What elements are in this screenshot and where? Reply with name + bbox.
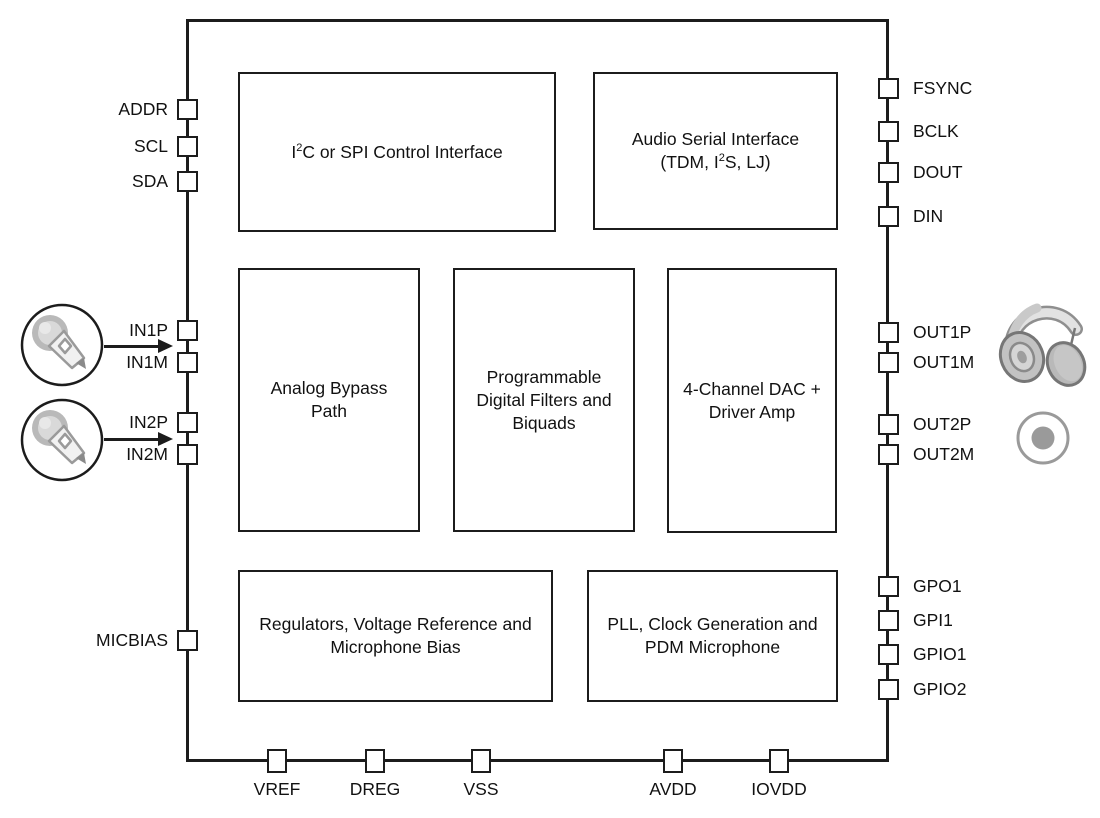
pin-in2m (177, 444, 198, 465)
pin-sda (177, 171, 198, 192)
pin-gpio1 (878, 644, 899, 665)
pin-label-fsync: FSYNC (913, 78, 973, 98)
pin-out2m (878, 444, 899, 465)
block-digital-filters (453, 268, 635, 532)
pin-vss (471, 749, 491, 773)
block-label: Microphone Bias (330, 637, 461, 657)
block-label: $I^2C$ or SPI Control Interface (291, 141, 503, 162)
pin-label-addr: ADDR (118, 99, 168, 119)
pin-label-dreg: DREG (349, 779, 401, 799)
block-label: Audio Serial Interface (631, 129, 800, 149)
pin-fsync (878, 78, 899, 99)
pin-micbias (177, 630, 198, 651)
block-label: Regulators, Voltage Reference and (259, 614, 532, 634)
mic1-arrow-line (104, 345, 160, 348)
headphones-icon (997, 297, 1089, 395)
pin-in1m (177, 352, 198, 373)
pin-din (878, 206, 899, 227)
pin-label-dout: DOUT (913, 162, 963, 182)
pin-label-out2p: OUT2P (913, 414, 972, 434)
block-label: (TDM, $I^2S$, LJ) (660, 152, 771, 172)
pin-dreg (365, 749, 385, 773)
pin-scl (177, 136, 198, 157)
pin-label-out1m: OUT1M (913, 352, 975, 372)
pin-label-gpio2: GPIO2 (913, 679, 967, 699)
block-label: 4-Channel DAC + (683, 378, 821, 399)
pin-gpio2 (878, 679, 899, 700)
pin-label-in1p: IN1P (129, 320, 168, 340)
pin-label-micbias: MICBIAS (96, 630, 168, 650)
block-dac-driver-amp (667, 268, 837, 533)
pin-label-gpi1: GPI1 (913, 610, 953, 630)
mic2-arrow-head (158, 432, 173, 446)
pin-label-iovdd: IOVDD (751, 779, 807, 799)
pin-label-in1m: IN1M (126, 352, 168, 372)
block-label: Biquads (512, 412, 576, 433)
pin-avdd (663, 749, 683, 773)
pin-dout (878, 162, 899, 183)
block-regulators-micbias (238, 570, 553, 702)
block-label: Driver Amp (708, 401, 796, 422)
pin-out2p (878, 414, 899, 435)
pin-out1m (878, 352, 899, 373)
pin-label-din: DIN (913, 206, 944, 226)
mic1-arrow-head (158, 339, 173, 353)
block-analog-bypass (238, 268, 420, 532)
mic2-arrow-line (104, 438, 160, 441)
pin-gpi1 (878, 610, 899, 631)
pin-label-out2m: OUT2M (913, 444, 975, 464)
pin-label-scl: SCL (133, 136, 168, 156)
block-pll-clockgen (587, 570, 838, 702)
block-label: PDM Microphone (644, 637, 781, 657)
block-label: Programmable (486, 366, 602, 387)
pin-in1p (177, 320, 198, 341)
pin-label-gpio1: GPIO1 (913, 644, 967, 664)
pin-label-in2m: IN2M (126, 444, 168, 464)
block-audio-serial-interface (593, 72, 838, 230)
pin-label-vref: VREF (253, 779, 301, 799)
pin-label-avdd: AVDD (649, 779, 697, 799)
block-label: Digital Filters and (476, 389, 612, 410)
speaker-icon (1014, 409, 1072, 467)
pin-out1p (878, 322, 899, 343)
pin-vref (267, 749, 287, 773)
block-label: Path (311, 401, 347, 421)
pin-label-gpo1: GPO1 (913, 576, 962, 596)
microphone-icon (19, 302, 105, 388)
pin-bclk (878, 121, 899, 142)
block-i2c-spi-control (238, 72, 556, 232)
pin-label-bclk: BCLK (913, 121, 959, 141)
pin-label-out1p: OUT1P (913, 322, 972, 342)
pin-gpo1 (878, 576, 899, 597)
microphone-icon (19, 397, 105, 483)
pin-in2p (177, 412, 198, 433)
pin-addr (177, 99, 198, 120)
pin-label-sda: SDA (132, 171, 168, 191)
pin-label-in2p: IN2P (129, 412, 168, 432)
block-label: Analog Bypass (270, 378, 388, 398)
block-label: PLL, Clock Generation and (607, 614, 818, 634)
pin-label-vss: VSS (463, 779, 499, 799)
pin-iovdd (769, 749, 789, 773)
